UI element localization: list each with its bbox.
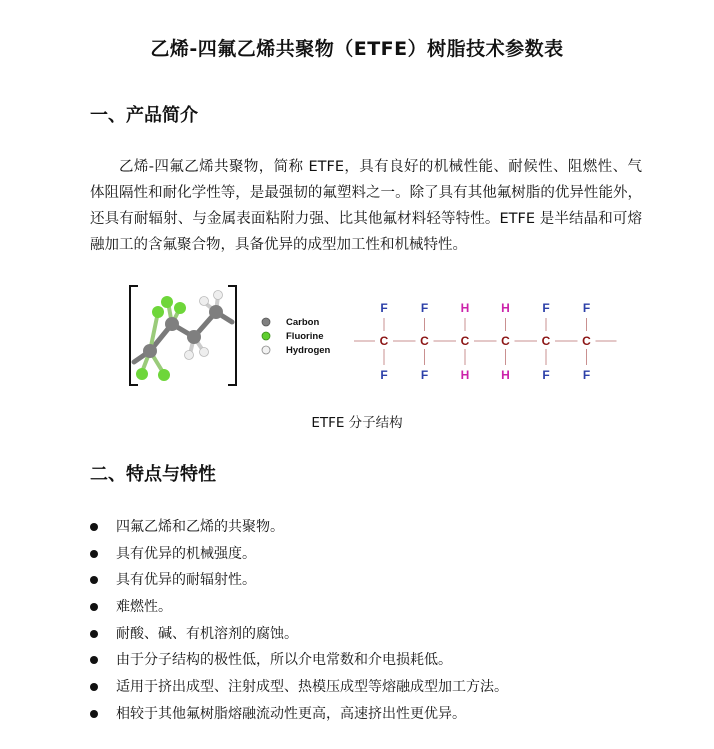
carbon-atom-label: C — [541, 334, 551, 348]
legend-carbon: Carbon — [286, 317, 320, 328]
bottom-atom-label: F — [380, 368, 388, 382]
section-heading-features: 二、特点与特性 — [90, 464, 216, 485]
bullet-icon — [90, 683, 98, 691]
list-item — [90, 647, 508, 674]
carbon-atom-label: C — [501, 334, 510, 348]
list-item-text: 难燃性。 — [116, 599, 172, 616]
carbon-atom-label: C — [420, 334, 429, 348]
bottom-atom-label: H — [460, 368, 470, 382]
legend-fluorine: Fluorine — [286, 331, 324, 342]
structural-formula — [352, 282, 632, 394]
list-item-text: 具有优异的机械强度。 — [116, 545, 256, 562]
fluorine-legend-dot — [262, 332, 270, 340]
bottom-atom-label: H — [501, 368, 510, 382]
bullet-icon — [90, 550, 98, 558]
bullet-icon — [90, 523, 98, 531]
list-item — [90, 674, 508, 701]
features-list — [90, 514, 508, 728]
top-atom-label: H — [460, 301, 470, 315]
list-item — [90, 621, 508, 648]
bullet-icon — [90, 576, 98, 584]
list-item — [90, 514, 508, 541]
carbon-atom-label: C — [379, 334, 389, 348]
list-item — [90, 567, 508, 594]
molecular-structure-figure — [120, 282, 620, 394]
list-item-text: 由于分子结构的极性低，所以介电常数和介电损耗低。 — [116, 652, 452, 669]
top-atom-label: F — [420, 301, 429, 315]
carbon-atom-label: C — [460, 334, 470, 348]
carbon-legend-dot — [262, 318, 270, 326]
list-item — [90, 594, 508, 621]
top-atom-label: H — [501, 301, 510, 315]
right-bracket — [228, 286, 236, 385]
left-bracket — [130, 286, 138, 385]
intro-paragraph: 乙烯-四氟乙烯共聚物，简称 ETFE，具有良好的机械性能、耐候性、阻燃性、气体阻隔性和耐化学性等，是最强韧的氟塑料之一。除了具有其他氟树脂的优异性能外，还具有耐辐射、与金属表面粘附力强、比其他氟材料轻等特性。ETFE 是半结晶和可熔融加工的含氟聚合物，具备优异的成型加工性和机械特性。 — [90, 159, 642, 253]
document-title: 乙烯-四氟乙烯共聚物（ETFE）树脂技术参数表 — [150, 38, 564, 60]
bullet-icon — [90, 603, 98, 611]
figure-caption: ETFE 分子结构 — [311, 415, 403, 431]
list-item — [90, 541, 508, 568]
list-item — [90, 701, 508, 728]
list-item-text: 四氟乙烯和乙烯的共聚物。 — [116, 519, 284, 535]
top-atom-label: F — [582, 301, 591, 315]
carbon-atom-label: C — [582, 334, 591, 348]
list-item-text: 适用于挤出成型、注射成型、热模压成型等熔融成型加工方法。 — [116, 679, 508, 696]
section-heading-intro: 一、产品简介 — [90, 105, 198, 126]
bottom-atom-label: F — [582, 368, 591, 382]
hydrogen-legend-dot — [262, 346, 270, 354]
list-item-text: 具有优异的耐辐射性。 — [116, 572, 256, 589]
bullet-icon — [90, 630, 98, 638]
top-atom-label: F — [542, 301, 550, 315]
bottom-atom-label: F — [542, 368, 550, 382]
legend-hydrogen: Hydrogen — [286, 345, 331, 356]
top-atom-label: F — [380, 301, 388, 315]
bullet-icon — [90, 710, 98, 718]
list-item-text: 相较于其他氟树脂熔融流动性更高，高速挤出性更优异。 — [116, 705, 466, 722]
list-item-text: 耐酸、碱、有机溶剂的腐蚀。 — [116, 625, 298, 642]
bottom-atom-label: F — [420, 368, 429, 382]
bullet-icon — [90, 656, 98, 664]
